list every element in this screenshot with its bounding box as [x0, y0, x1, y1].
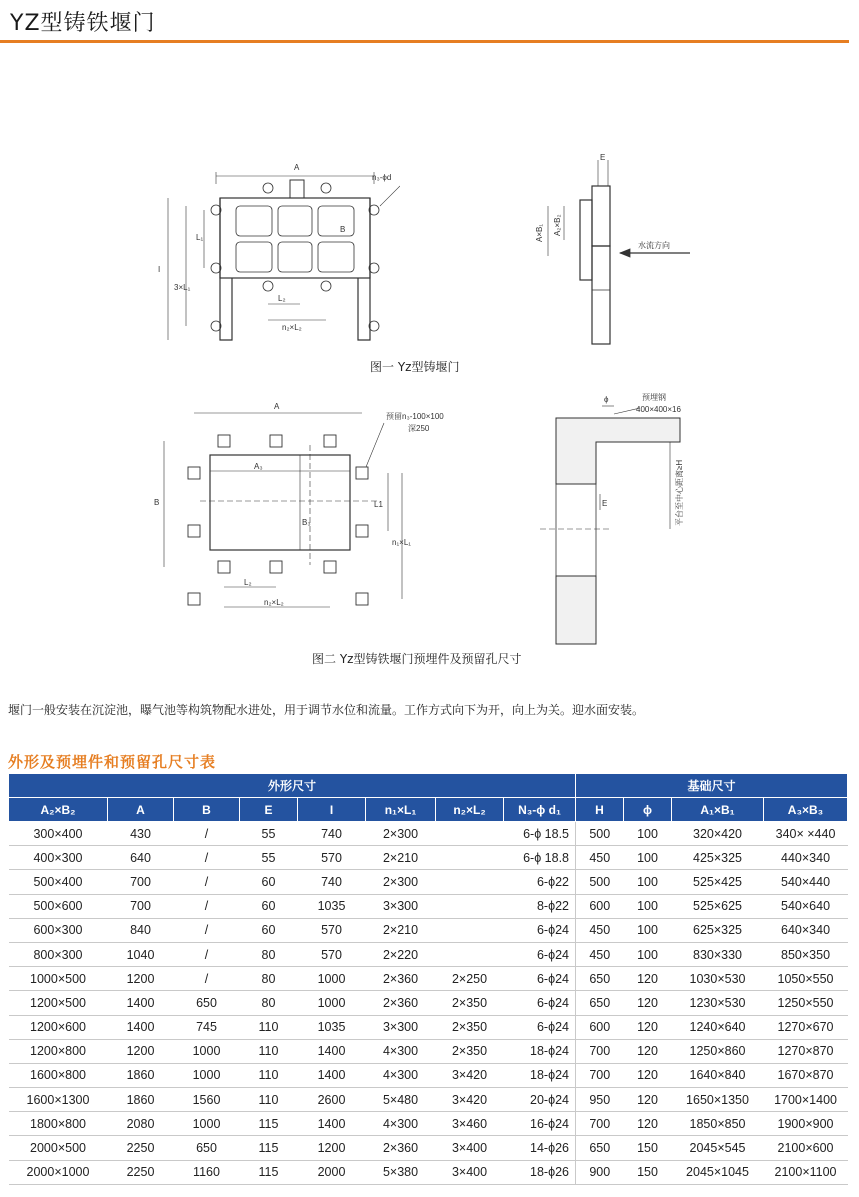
table-cell: 120	[624, 1015, 672, 1039]
table-cell: 1600×800	[9, 1063, 108, 1087]
side-post	[592, 246, 610, 344]
column-header: H	[576, 798, 624, 822]
figure2-caption: 图二 Yz型铸铁堰门预埋件及预留孔尺寸	[312, 652, 522, 666]
table-cell: 570	[298, 942, 366, 966]
table-cell: 1850×850	[672, 1112, 764, 1136]
fig2-label-A3: A₃	[254, 462, 263, 471]
table-cell: 540×640	[764, 894, 848, 918]
table-cell: 800×300	[9, 942, 108, 966]
embed-holes	[188, 435, 368, 605]
fig2-label-phi: ϕ	[604, 395, 609, 404]
table-cell: 570	[298, 918, 366, 942]
table-cell: 3×300	[366, 894, 436, 918]
table-cell: 1200	[298, 1136, 366, 1160]
gate-window	[318, 206, 354, 236]
table-cell: 320×420	[672, 822, 764, 846]
table-cell: 1400	[108, 991, 174, 1015]
table-cell: 1400	[298, 1112, 366, 1136]
table-cell: 100	[624, 822, 672, 846]
figure1-side-view	[520, 150, 700, 350]
table-cell: 650	[576, 991, 624, 1015]
table-cell: 700	[108, 870, 174, 894]
opening-rect	[210, 455, 350, 550]
table-cell: 2×350	[436, 991, 504, 1015]
table-cell: 120	[624, 991, 672, 1015]
gate-window	[278, 242, 312, 272]
table-cell: 2×210	[366, 846, 436, 870]
table-row	[9, 1015, 848, 1039]
table-row	[9, 1160, 848, 1184]
table-row	[9, 870, 848, 894]
table-cell: 100	[624, 942, 672, 966]
fig2-label-A: A	[274, 402, 280, 411]
column-header: ϕ	[624, 798, 672, 822]
table-cell: 600	[576, 1015, 624, 1039]
table-row	[9, 846, 848, 870]
table-cell: 1700×1400	[764, 1088, 848, 1112]
table-cell: /	[174, 870, 240, 894]
table-cell: 1230×530	[672, 991, 764, 1015]
table-cell: 2080	[108, 1112, 174, 1136]
table-cell: 1035	[298, 894, 366, 918]
table-row	[9, 991, 848, 1015]
figure1-front-view	[150, 150, 400, 350]
table-cell: 110	[240, 1015, 298, 1039]
table-cell: 1860	[108, 1088, 174, 1112]
fig1-label-flow: 水流方向	[638, 241, 670, 250]
table-cell: 1200×600	[9, 1015, 108, 1039]
table-cell: 55	[240, 822, 298, 846]
group-header-right: 基础尺寸	[576, 774, 848, 798]
intro-text: 堰门一般安装在沉淀池，曝气池等构筑物配水进处，用于调节水位和流量。工作方式向下为开，向上为关。迎水面安装。	[8, 703, 645, 717]
table-cell: 2×220	[366, 942, 436, 966]
table-cell: 120	[624, 967, 672, 991]
table-cell: 1250×550	[764, 991, 848, 1015]
table-row	[9, 918, 848, 942]
group-header-left: 外形尺寸	[9, 774, 576, 798]
table-cell: 2000	[298, 1160, 366, 1184]
fig1-label-L2: L₂	[278, 294, 286, 303]
table-cell: 2045×1045	[672, 1160, 764, 1184]
table-row	[9, 822, 848, 846]
figure2-plan-view	[150, 395, 480, 635]
lifting-lug	[290, 180, 304, 198]
fig1-label-L1: L₁	[196, 233, 204, 242]
table-cell: 5×480	[366, 1088, 436, 1112]
table-cell: 55	[240, 846, 298, 870]
table-cell: 4×300	[366, 1039, 436, 1063]
table-cell: 80	[240, 967, 298, 991]
table-cell: 300×400	[9, 822, 108, 846]
table-cell: /	[174, 894, 240, 918]
table-cell: 700	[108, 894, 174, 918]
table-cell: 450	[576, 846, 624, 870]
table-cell: 1670×870	[764, 1063, 848, 1087]
fig2-label-plate: 预埋钢	[642, 393, 666, 402]
table-cell: 2250	[108, 1136, 174, 1160]
table-cell: 80	[240, 942, 298, 966]
table-cell: 650	[576, 1136, 624, 1160]
fig2-label-n1L1: n₁×L₁	[392, 538, 411, 547]
table-cell: 2045×545	[672, 1136, 764, 1160]
left-leg	[220, 198, 232, 340]
column-header: B	[174, 798, 240, 822]
table-cell: 1560	[174, 1088, 240, 1112]
table-cell: /	[174, 942, 240, 966]
table-cell: 900	[576, 1160, 624, 1184]
table-cell: 6-ϕ22	[504, 870, 576, 894]
table-cell: 100	[624, 846, 672, 870]
table-cell: 650	[576, 967, 624, 991]
table-cell: 600	[576, 894, 624, 918]
table-cell: 110	[240, 1088, 298, 1112]
fig2-label-L2: L₂	[244, 578, 252, 587]
table-cell: 3×400	[436, 1160, 504, 1184]
column-header: n₁×L₁	[366, 798, 436, 822]
table-cell: 450	[576, 918, 624, 942]
table-cell: 1000	[174, 1039, 240, 1063]
table-cell: 540×440	[764, 870, 848, 894]
table-cell: 2×300	[366, 822, 436, 846]
table-cell: 3×420	[436, 1063, 504, 1087]
fig1-label-A2B2: A₂×B₂	[553, 214, 562, 236]
table-cell: 700	[576, 1039, 624, 1063]
table-cell: 525×625	[672, 894, 764, 918]
table-cell: 18-ϕ26	[504, 1160, 576, 1184]
right-leg	[358, 198, 370, 340]
fig1-label-AxB: A×B₁	[535, 223, 544, 242]
table-cell: 6-ϕ24	[504, 1015, 576, 1039]
table-cell: 60	[240, 870, 298, 894]
table-cell: /	[174, 967, 240, 991]
fig1-label-B: B	[340, 225, 346, 234]
table-cell: 2×250	[436, 967, 504, 991]
fig1-label-n2L2: n₂×L₂	[282, 323, 302, 332]
table-cell: 625×325	[672, 918, 764, 942]
fig2-label-plate-size: 400×400×16	[636, 405, 681, 414]
concrete-upper	[556, 418, 680, 484]
table-cell: 570	[298, 846, 366, 870]
table-cell: 650	[174, 1136, 240, 1160]
table-cell: 1900×900	[764, 1112, 848, 1136]
fig2-label-H: 平台至中心距离≥H	[675, 459, 684, 526]
table-cell: 430	[108, 822, 174, 846]
table-cell: 115	[240, 1112, 298, 1136]
table-cell: 400×300	[9, 846, 108, 870]
table-cell: 2×350	[436, 1015, 504, 1039]
table-cell: 340× ×440	[764, 822, 848, 846]
table-cell: 1040	[108, 942, 174, 966]
table-cell: 3×460	[436, 1112, 504, 1136]
column-header: I	[298, 798, 366, 822]
table-cell: 18-ϕ24	[504, 1039, 576, 1063]
table-cell: 1160	[174, 1160, 240, 1184]
table-body	[9, 822, 848, 1185]
table-cell: 1250×860	[672, 1039, 764, 1063]
table-cell: 700	[576, 1063, 624, 1087]
table-cell: 6-ϕ24	[504, 991, 576, 1015]
table-cell: 850×350	[764, 942, 848, 966]
table-cell: 2×360	[366, 991, 436, 1015]
gate-frame	[220, 198, 370, 278]
column-header: E	[240, 798, 298, 822]
side-wall	[580, 200, 592, 280]
table-cell: /	[174, 822, 240, 846]
table-cell: 150	[624, 1136, 672, 1160]
table-cell: 2100×600	[764, 1136, 848, 1160]
column-header: n₂×L₂	[436, 798, 504, 822]
table-cell	[436, 822, 504, 846]
fig1-label-I: I	[158, 265, 161, 274]
fig1-label-n1L1: 3×L₁	[174, 283, 191, 292]
table-cell: 2×350	[436, 1039, 504, 1063]
table-cell: 6-ϕ24	[504, 918, 576, 942]
table-cell: 1270×870	[764, 1039, 848, 1063]
table-cell: 1200×800	[9, 1039, 108, 1063]
figure1-caption: 图一 Yz型铸堰门	[370, 360, 460, 374]
table-cell: 1000×500	[9, 967, 108, 991]
table-cell: 2×360	[366, 967, 436, 991]
table-cell: 1200	[108, 967, 174, 991]
table-cell: 18-ϕ24	[504, 1063, 576, 1087]
table-cell: 8-ϕ22	[504, 894, 576, 918]
table-cell: 500	[576, 870, 624, 894]
table-cell: 3×300	[366, 1015, 436, 1039]
table-cell: 1800×800	[9, 1112, 108, 1136]
table-cell	[436, 894, 504, 918]
table-cell: 100	[624, 870, 672, 894]
table-cell: 5×380	[366, 1160, 436, 1184]
table-cell: 1000	[298, 967, 366, 991]
table-cell: 1600×1300	[9, 1088, 108, 1112]
page-title: YZ型铸铁堰门	[10, 11, 156, 36]
fig2-label-B3: B₃	[302, 518, 311, 527]
table-cell: 1000	[174, 1112, 240, 1136]
table-cell: 640	[108, 846, 174, 870]
table-cell: 650	[174, 991, 240, 1015]
table-cell: 3×400	[436, 1136, 504, 1160]
table-cell	[436, 942, 504, 966]
title-rule	[0, 40, 849, 43]
fig2-label-B: B	[154, 498, 160, 507]
table-cell: 6-ϕ24	[504, 942, 576, 966]
table-cell: 100	[624, 918, 672, 942]
table-cell: 2000×1000	[9, 1160, 108, 1184]
table-cell: 2×210	[366, 918, 436, 942]
table-row	[9, 1088, 848, 1112]
side-plate	[592, 186, 610, 246]
table-cell: 60	[240, 918, 298, 942]
table-cell: /	[174, 918, 240, 942]
column-header: A	[108, 798, 174, 822]
gate-window	[236, 242, 272, 272]
concrete-lower	[556, 576, 596, 644]
table-cell: 1200×500	[9, 991, 108, 1015]
table-cell	[436, 918, 504, 942]
table-cell: 4×300	[366, 1112, 436, 1136]
section-title: 外形及预埋件和预留孔尺寸表	[8, 753, 217, 771]
table-cell: 150	[624, 1160, 672, 1184]
table-cell: 110	[240, 1063, 298, 1087]
table-cell: 1050×550	[764, 967, 848, 991]
table-row	[9, 1112, 848, 1136]
table-cell: 950	[576, 1088, 624, 1112]
table-cell: 3×420	[436, 1088, 504, 1112]
fig1-label-E: E	[600, 153, 606, 162]
table-cell: 110	[240, 1039, 298, 1063]
table-cell: 2×300	[366, 870, 436, 894]
table-cell: 1400	[298, 1039, 366, 1063]
table-cell: 500×600	[9, 894, 108, 918]
table-row	[9, 967, 848, 991]
table-cell: 120	[624, 1039, 672, 1063]
table-cell: 1270×670	[764, 1015, 848, 1039]
fig1-label-A: A	[294, 163, 300, 172]
fig1-label-hole: n₃-ϕd	[372, 173, 392, 182]
table-cell: 14-ϕ26	[504, 1136, 576, 1160]
table-cell: 4×300	[366, 1063, 436, 1087]
table-cell: 425×325	[672, 846, 764, 870]
figure2-section-view	[540, 390, 710, 645]
table-cell: 1400	[108, 1015, 174, 1039]
table-cell: 60	[240, 894, 298, 918]
table-cell: 6-ϕ 18.5	[504, 822, 576, 846]
table-cell: 740	[298, 870, 366, 894]
column-header: A₁×B₁	[672, 798, 764, 822]
table-cell: 500	[576, 822, 624, 846]
table-cell: 120	[624, 1112, 672, 1136]
table-cell: 1000	[174, 1063, 240, 1087]
table-cell: 6-ϕ 18.8	[504, 846, 576, 870]
column-header: A₂×B₂	[9, 798, 108, 822]
gate-window	[278, 206, 312, 236]
table-cell: 20-ϕ24	[504, 1088, 576, 1112]
table-cell: /	[174, 846, 240, 870]
table-cell: 6-ϕ24	[504, 967, 576, 991]
table-group-header-row	[9, 774, 848, 798]
table-row	[9, 942, 848, 966]
table-cell: 80	[240, 991, 298, 1015]
table-cell: 1035	[298, 1015, 366, 1039]
table-cell: 115	[240, 1160, 298, 1184]
table-cell: 2000×500	[9, 1136, 108, 1160]
table-row	[9, 1063, 848, 1087]
table-row	[9, 894, 848, 918]
table-cell: 1400	[298, 1063, 366, 1087]
table-cell: 745	[174, 1015, 240, 1039]
table-cell: 2100×1100	[764, 1160, 848, 1184]
table-cell: 1030×530	[672, 967, 764, 991]
spec-table	[8, 773, 848, 1185]
table-cell: 1650×1350	[672, 1088, 764, 1112]
column-header: A₃×B₃	[764, 798, 848, 822]
table-cell: 840	[108, 918, 174, 942]
table-cell: 450	[576, 942, 624, 966]
table-header-row	[9, 798, 848, 822]
table-cell: 700	[576, 1112, 624, 1136]
fig2-label-depth: 深250	[408, 424, 430, 433]
table-cell: 1000	[298, 991, 366, 1015]
table-cell: 115	[240, 1136, 298, 1160]
table-cell: 2×360	[366, 1136, 436, 1160]
table-cell: 1240×640	[672, 1015, 764, 1039]
table-cell: 740	[298, 822, 366, 846]
table-cell: 640×340	[764, 918, 848, 942]
table-cell: 1640×840	[672, 1063, 764, 1087]
table-cell	[436, 846, 504, 870]
table-cell	[436, 870, 504, 894]
table-cell: 525×425	[672, 870, 764, 894]
fig2-label-L1: L1	[374, 500, 383, 509]
table-row	[9, 1039, 848, 1063]
fig2-label-n2L2: n₂×L₂	[264, 598, 284, 607]
table-cell: 120	[624, 1088, 672, 1112]
table-cell: 2600	[298, 1088, 366, 1112]
column-header: N₃-ϕ d₁	[504, 798, 576, 822]
table-cell: 1860	[108, 1063, 174, 1087]
table-row	[9, 1136, 848, 1160]
gate-window	[318, 242, 354, 272]
gate-window	[236, 206, 272, 236]
table-cell: 16-ϕ24	[504, 1112, 576, 1136]
fig2-label-E: E	[602, 499, 608, 508]
table-cell: 1200	[108, 1039, 174, 1063]
table-cell: 830×330	[672, 942, 764, 966]
fig2-label-reserve: 预留n₃-100×100	[386, 412, 444, 421]
table-cell: 600×300	[9, 918, 108, 942]
table-cell: 2250	[108, 1160, 174, 1184]
table-cell: 440×340	[764, 846, 848, 870]
table-cell: 100	[624, 894, 672, 918]
table-cell: 120	[624, 1063, 672, 1087]
table-cell: 500×400	[9, 870, 108, 894]
